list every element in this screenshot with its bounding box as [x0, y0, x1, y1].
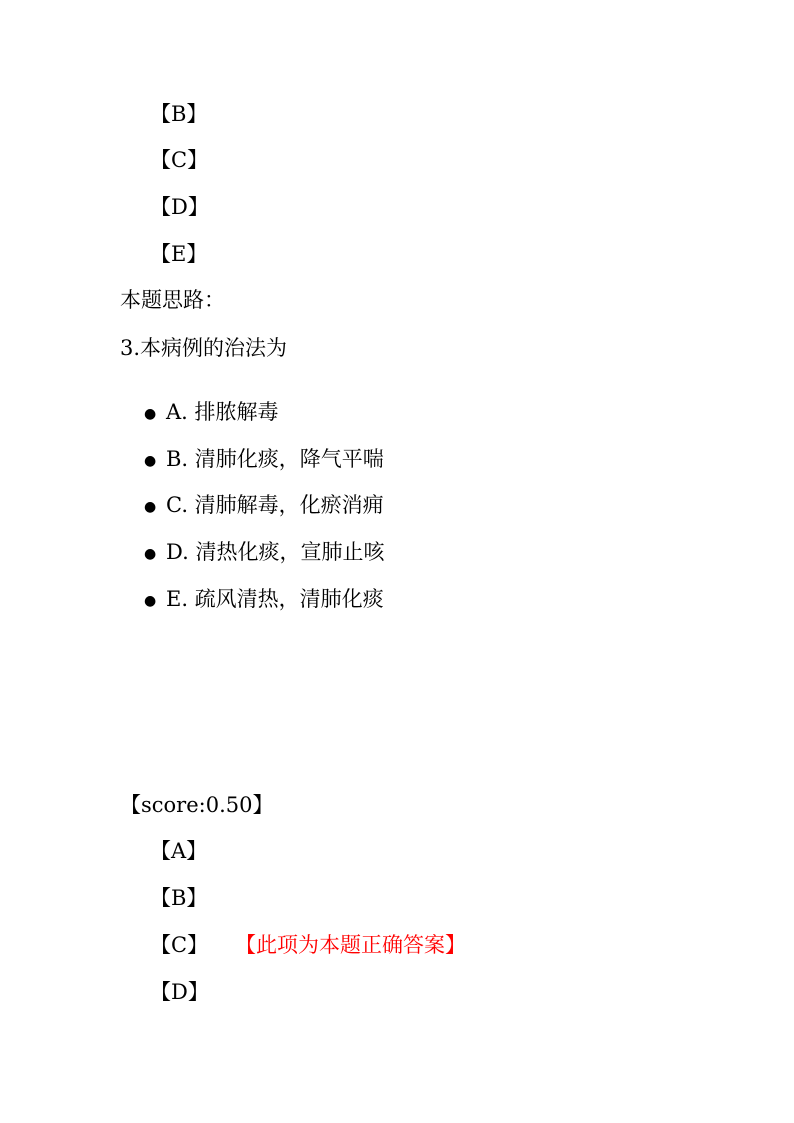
- choice-item: [144, 399, 279, 427]
- score-label: 【score:0.50】: [120, 793, 274, 817]
- choice-text: A. 排脓解毒: [166, 400, 279, 424]
- option-c: 【C】: [150, 148, 209, 172]
- question-stem: 3.本病例的治法为: [120, 336, 288, 360]
- choice-text: D. 清热化痰，宣肺止咳: [166, 540, 385, 564]
- answer-option-c: 【C】: [150, 933, 209, 957]
- answer-option-d: 【D】: [150, 980, 209, 1004]
- bullet-icon: ●: [144, 592, 157, 609]
- choice-text: C. 清肺解毒，化瘀消痈: [166, 493, 384, 517]
- choice-item: [144, 492, 384, 520]
- choice-text: E. 疏风清热，清肺化痰: [166, 587, 384, 611]
- bullet-icon: ●: [144, 405, 157, 422]
- option-d: 【D】: [150, 195, 209, 219]
- answer-option-b: 【B】: [150, 886, 208, 910]
- bullet-icon: ●: [144, 545, 157, 562]
- choice-item: [144, 539, 384, 567]
- correct-answer-note: 【此项为本题正确答案】: [235, 933, 466, 957]
- choice-item: [144, 586, 384, 614]
- choice-text: B. 清肺化痰，降气平喘: [166, 447, 384, 471]
- answer-option-a: 【A】: [150, 839, 208, 863]
- option-b: 【B】: [150, 102, 208, 126]
- option-e: 【E】: [150, 242, 208, 266]
- analysis-label: 本题思路：: [120, 288, 225, 312]
- choice-item: [144, 446, 384, 474]
- bullet-icon: ●: [144, 452, 157, 469]
- bullet-icon: ●: [144, 498, 157, 515]
